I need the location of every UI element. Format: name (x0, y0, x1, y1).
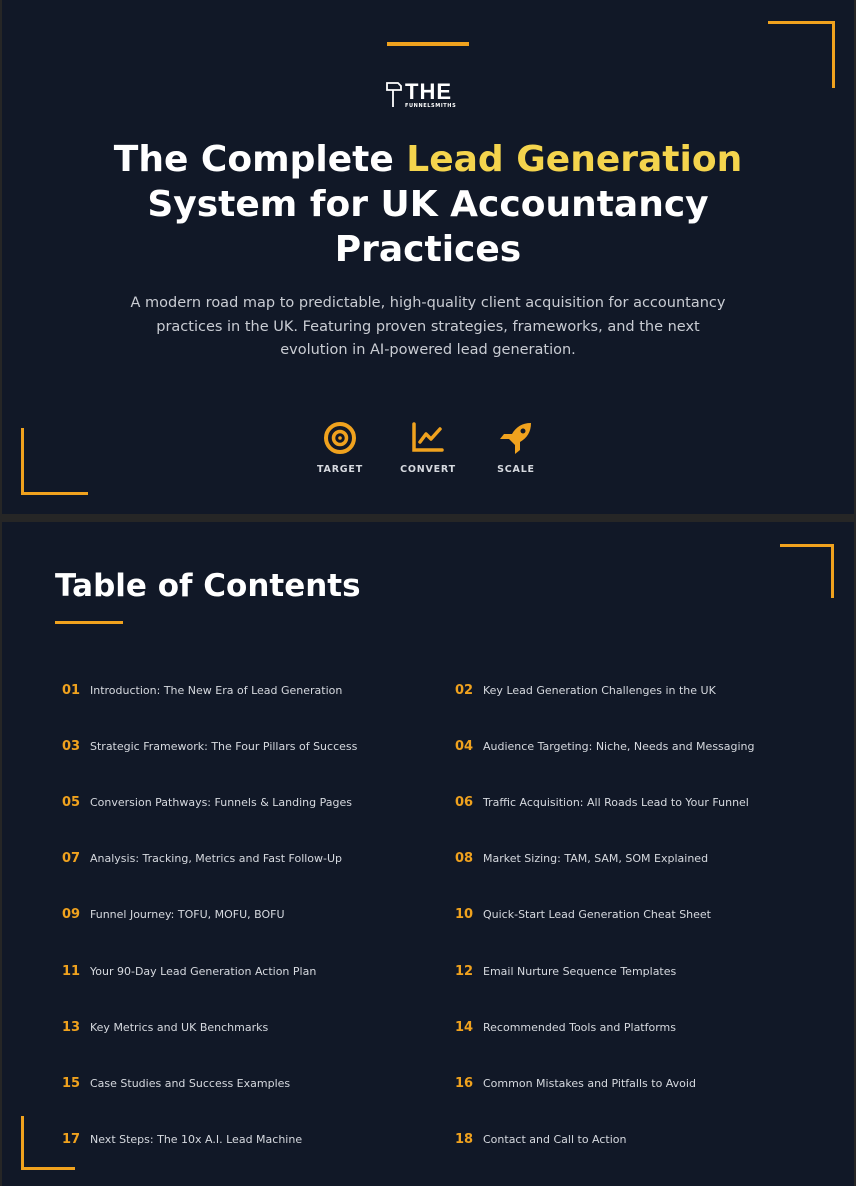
toc-item[interactable] (455, 774, 782, 830)
feature-target: TARGET (310, 420, 370, 475)
toc-number: 03 (62, 738, 81, 754)
toc-label: Key Lead Generation Challenges in the UK (483, 683, 716, 697)
toc-number: 04 (455, 738, 474, 754)
corner-decoration (768, 21, 835, 88)
toc-number: 02 (455, 682, 474, 698)
toc-label: Recommended Tools and Platforms (483, 1020, 676, 1034)
toc-number: 14 (455, 1019, 474, 1035)
toc-number: 12 (455, 963, 474, 979)
toc-label: Quick-Start Lead Generation Cheat Sheet (483, 908, 711, 922)
toc-number: 15 (62, 1075, 81, 1091)
toc-number: 07 (62, 851, 81, 867)
toc-number: 09 (62, 907, 81, 923)
corner-decoration (780, 544, 834, 598)
feature-convert: CONVERT (398, 420, 458, 475)
toc-heading: Table of Contents (55, 568, 361, 604)
subtitle: A modern road map to predictable, high-quality client acquisition for accountancy practices in the UK. Featuring proven strategies, frameworks, and the next evolution in AI-powered lead generation. (130, 295, 726, 358)
rocket-icon (498, 420, 534, 456)
toc-label: Introduction: The New Era of Lead Generation (90, 683, 343, 697)
page-title: The Complete Lead Generation System for UK Accountancy Practices (113, 139, 743, 270)
toc-item[interactable] (62, 774, 455, 830)
toc-item[interactable] (62, 943, 455, 999)
toc-number: 16 (455, 1075, 474, 1091)
toc-label: Contact and Call to Action (483, 1133, 627, 1147)
toc-item[interactable] (62, 1055, 455, 1111)
hammer-icon (386, 82, 402, 108)
toc-item[interactable] (62, 1112, 455, 1168)
toc-label: Email Nurture Sequence Templates (483, 964, 677, 978)
toc-item[interactable] (455, 999, 782, 1055)
toc-number: 01 (62, 682, 81, 698)
toc-label: Conversion Pathways: Funnels & Landing Pages (90, 795, 352, 809)
toc-label: Funnel Journey: TOFU, MOFU, BOFU (90, 908, 285, 922)
toc-label: Key Metrics and UK Benchmarks (90, 1020, 269, 1034)
toc-label: Common Mistakes and Pitfalls to Avoid (483, 1076, 696, 1090)
toc-item[interactable] (62, 662, 455, 718)
toc-slide (2, 522, 854, 1186)
feature-icons (2, 420, 854, 475)
toc-item[interactable] (455, 887, 782, 943)
toc-number: 06 (455, 794, 474, 810)
toc-item[interactable] (62, 999, 455, 1055)
accent-bar (387, 42, 469, 46)
target-icon (322, 420, 358, 456)
toc-number: 08 (455, 851, 474, 867)
toc-number: 17 (62, 1132, 81, 1148)
toc-item[interactable] (455, 943, 782, 999)
toc-number: 18 (455, 1132, 474, 1148)
toc-list (62, 662, 782, 1168)
toc-item[interactable] (62, 831, 455, 887)
cover-slide (2, 0, 854, 514)
toc-number: 11 (62, 963, 81, 979)
toc-item[interactable] (455, 718, 782, 774)
toc-item[interactable] (455, 662, 782, 718)
toc-label: Your 90-Day Lead Generation Action Plan (90, 964, 317, 978)
toc-label: Strategic Framework: The Four Pillars of Success (90, 739, 358, 753)
toc-item[interactable] (455, 1055, 782, 1111)
toc-label: Traffic Acquisition: All Roads Lead to Your Funnel (483, 795, 749, 809)
toc-label: Analysis: Tracking, Metrics and Fast Follow-Up (90, 852, 343, 866)
logo: THE FUNNELSMITHS (386, 82, 456, 109)
toc-item[interactable] (455, 831, 782, 887)
toc-item[interactable] (62, 887, 455, 943)
toc-label: Next Steps: The 10x A.I. Lead Machine (90, 1133, 303, 1147)
toc-number: 13 (62, 1019, 81, 1035)
toc-label: Market Sizing: TAM, SAM, SOM Explained (483, 852, 709, 866)
toc-number: 10 (455, 907, 474, 923)
toc-label: Case Studies and Success Examples (90, 1076, 291, 1090)
toc-item[interactable] (62, 718, 455, 774)
chart-line-icon (410, 420, 446, 456)
toc-label: Audience Targeting: Niche, Needs and Messaging (483, 739, 755, 753)
toc-item[interactable] (455, 1112, 782, 1168)
heading-underline (55, 621, 123, 624)
toc-number: 05 (62, 794, 81, 810)
feature-scale: SCALE (486, 420, 546, 475)
